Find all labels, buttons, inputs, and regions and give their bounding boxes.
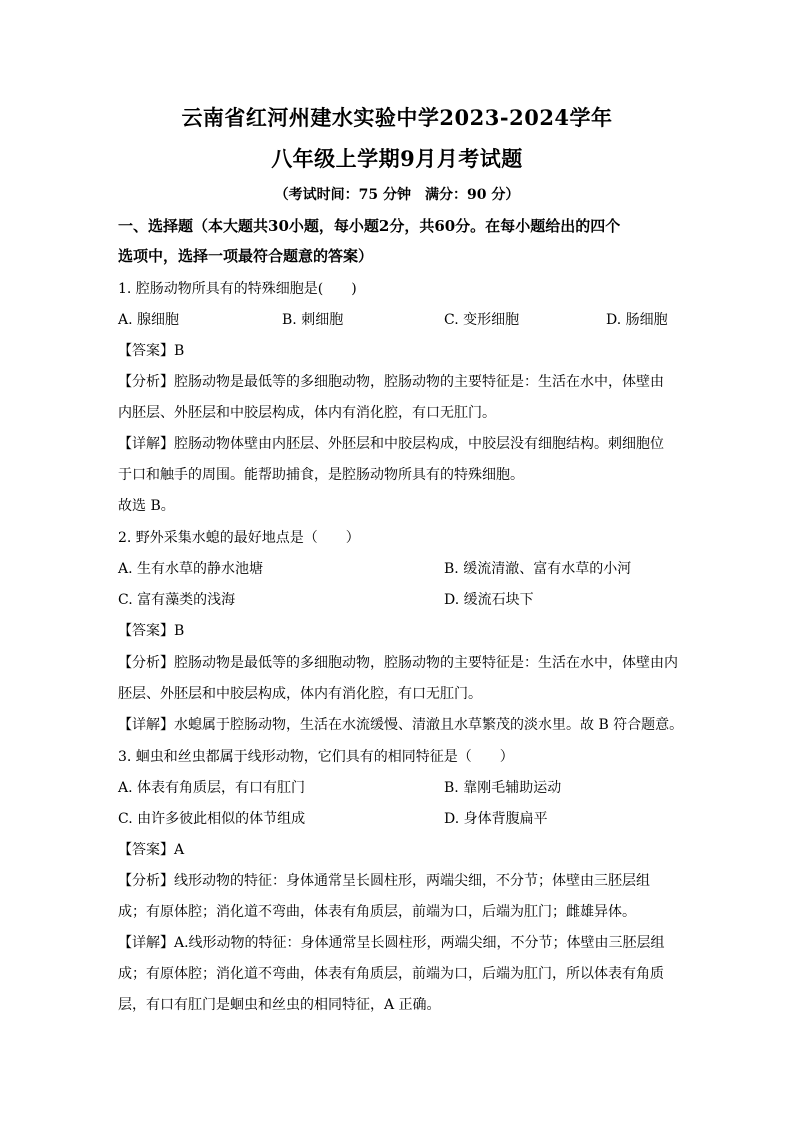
- q1-conclusion: 故选 B。: [118, 498, 175, 514]
- q1-detail-line1: 【详解】腔肠动物体壁由内胚层、外胚层和中胶层构成，中胶层没有细胞结构。刺细胞位: [118, 436, 664, 452]
- section-header-line1: 一、选择题（本大题共30小题，每小题2分，共60分。在每小题给出的四个: [118, 217, 621, 235]
- q1-stem: 1. 腔肠动物所具有的特殊细胞是( ): [118, 281, 357, 297]
- q1-option-a: A. 腺细胞: [118, 312, 180, 328]
- q2-analysis-line1: 【分析】腔肠动物是最低等的多细胞动物，腔肠动物的主要特征是：生活在水中，体壁由内: [118, 655, 678, 671]
- q3-detail-line3: 层，有口有肛门是蛔虫和丝虫的相同特征，A 正确。: [118, 997, 441, 1013]
- q2-stem: 2. 野外采集水螅的最好地点是（ ）: [118, 530, 360, 546]
- q2-option-a: A. 生有水草的静水池塘: [118, 561, 264, 577]
- q3-analysis-line2: 成；有原体腔；消化道不弯曲，体表有角质层，前端为口，后端为肛门；雌雄异体。: [118, 904, 636, 920]
- q3-option-b: B. 靠刚毛辅助运动: [444, 780, 562, 796]
- q2-option-b: B. 缓流清澈、富有水草的小河: [444, 561, 632, 577]
- q3-detail-line1: 【详解】A.线形动物的特征：身体通常呈长圆柱形，两端尖细，不分节；体壁由三胚层组: [118, 935, 665, 951]
- q3-stem: 3. 蛔虫和丝虫都属于线形动物，它们具有的相同特征是（ ）: [118, 749, 514, 765]
- q1-option-c: C. 变形细胞: [444, 312, 520, 328]
- q3-analysis-line1: 【分析】线形动物的特征：身体通常呈长圆柱形，两端尖细，不分节；体壁由三胚层组: [118, 873, 650, 889]
- q3-option-c: C. 由许多彼此相似的体节组成: [118, 811, 306, 827]
- q3-answer: 【答案】A: [118, 842, 185, 858]
- q1-analysis-line1: 【分析】腔肠动物是最低等的多细胞动物，腔肠动物的主要特征是：生活在水中，体壁由: [118, 374, 664, 390]
- q1-answer: 【答案】B: [118, 343, 185, 359]
- q1-option-d: D. 肠细胞: [606, 312, 668, 328]
- q1-detail-line2: 于口和触手的周围。能帮助捕食，是腔肠动物所具有的特殊细胞。: [118, 467, 524, 483]
- q2-detail-line1: 【详解】水螅属于腔肠动物，生活在水流缓慢、清澈且水草繁茂的淡水里。故 B 符合题意。: [118, 717, 684, 733]
- q3-option-a: A. 体表有角质层，有口有肛门: [118, 780, 306, 796]
- q2-option-c: C. 富有藻类的浅海: [118, 592, 236, 608]
- q3-option-d: D. 身体背腹扁平: [444, 811, 548, 827]
- q2-answer: 【答案】B: [118, 623, 185, 639]
- exam-info: （考试时间：75 分钟 满分：90 分）: [274, 187, 520, 203]
- q3-detail-line2: 成；有原体腔；消化道不弯曲，体表有角质层，前端为口，后端为肛门，所以体表有角质: [118, 966, 664, 982]
- section-header-line2: 选项中，选择一项最符合题意的答案）: [118, 247, 374, 265]
- document-title-line2: 八年级上学期9月月考试题: [271, 146, 523, 171]
- document-title-line1: 云南省红河州建水实验中学2023-2024学年: [181, 105, 613, 130]
- q1-analysis-line2: 内胚层、外胚层和中胶层构成，体内有消化腔，有口无肛门。: [118, 405, 496, 421]
- q1-option-b: B. 刺细胞: [282, 312, 344, 328]
- q2-option-d: D. 缓流石块下: [444, 592, 534, 608]
- q2-analysis-line2: 胚层、外胚层和中胶层构成，体内有消化腔，有口无肛门。: [118, 686, 482, 702]
